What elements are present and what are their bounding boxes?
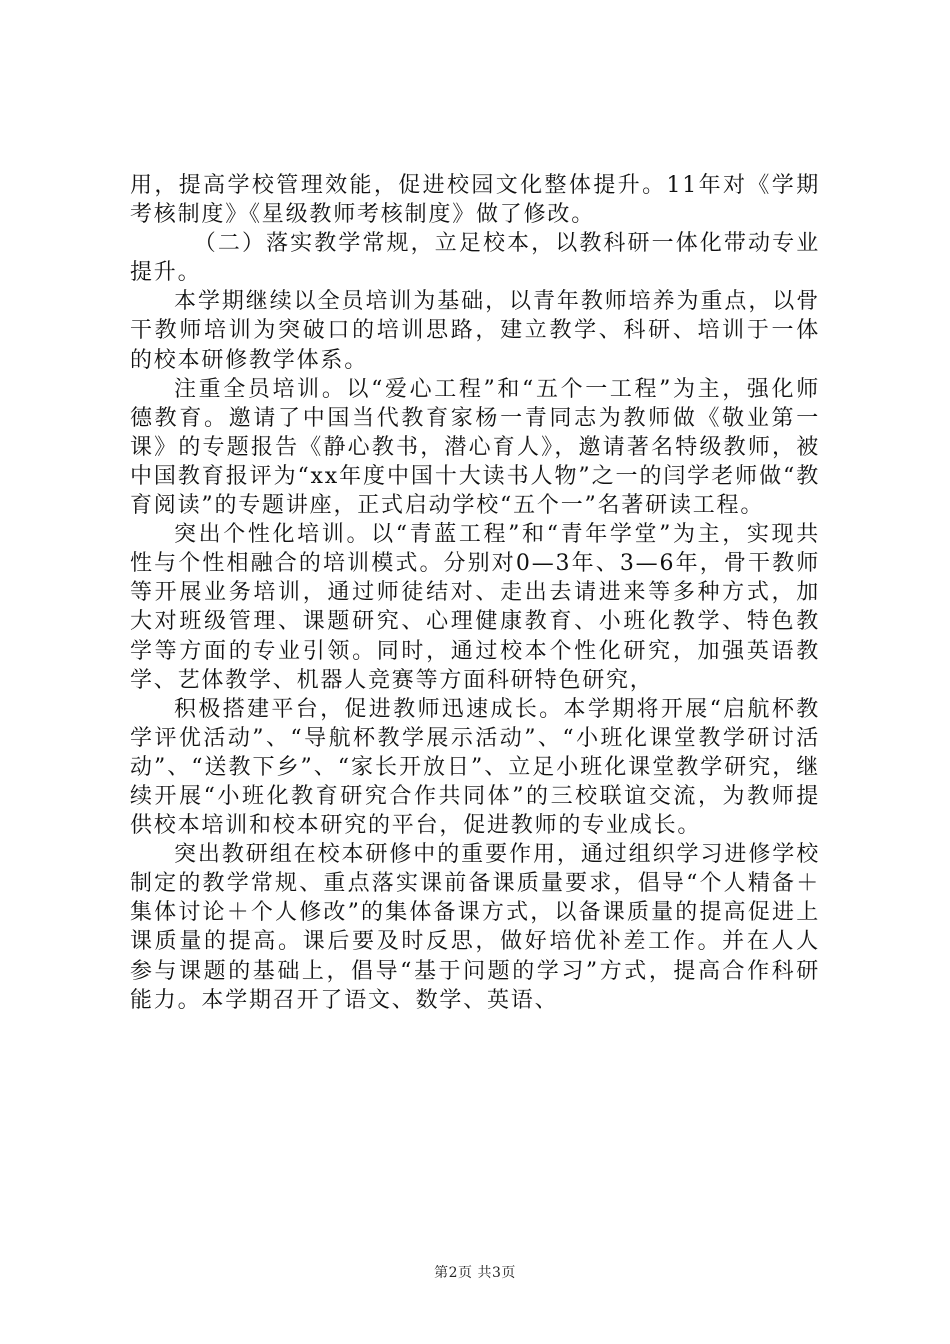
document-body bbox=[130, 171, 820, 1015]
paragraph-personalized-training: 突出个性化培训。以“青蓝工程”和“青年学堂”为主，实现共性与个性相融合的培训模式。分别对0—3年、3—6年，骨干教师等开展业务培训，通过师徒结对、走出去请进来等多种方式，加大对班级管理、课题研究、心理健康教育、小班化教学、特色教学等方面的专业引领。同时，通过校本个性化研究，加强英语教学、艺体教学、机器人竞赛等方面科研特色研究， bbox=[130, 522, 820, 693]
paragraph-training-framework: 本学期继续以全员培训为基础，以青年教师培养为重点，以骨干教师培训为突破口的培训思路，建立教学、科研、培训于一体的校本研修教学体系。 bbox=[130, 289, 820, 373]
paragraph-continuation: 用，提高学校管理效能，促进校园文化整体提升。11年对《学期考核制度》《星级教师考核制度》做了修改。 bbox=[130, 173, 820, 228]
section-heading: （二）落实教学常规，立足校本，以教科研一体化带动专业提升。 bbox=[130, 231, 820, 286]
paragraph-platform-building: 积极搭建平台，促进教师迅速成长。本学期将开展“启航杯教学评优活动”、“导航杯教学展示活动”、“小班化课堂教学研讨活动”、“送教下乡”、“家长开放日”、立足小班化课堂教学研究，继续开展“小班化教育研究合作共同体”的三校联谊交流，为教师提供校本培训和校本研究的平台，促进教师的专业成长。 bbox=[130, 696, 820, 839]
paragraph-full-staff-training: 注重全员培训。以“爱心工程”和“五个一工程”为主，强化师德教育。邀请了中国当代教育家杨一青同志为教师做《敬业第一课》的专题报告《静心教书，潜心育人》，邀请著名特级教师，被中国教育报评为“xx年度中国十大读书人物”之一的闫学老师做“教育阅读”的专题讲座，正式启动学校“五个一”名著研读工程。 bbox=[130, 376, 820, 519]
page-number-footer: 第2页 共3页 bbox=[434, 1265, 516, 1281]
paragraph-teaching-research-group: 突出教研组在校本研修中的重要作用，通过组织学习进修学校制定的教学常规、重点落实课前备课质量要求，倡导“个人精备＋集体讨论＋个人修改”的集体备课方式，以备课质量的提高促进上课质量的提高。课后要及时反思，做好培优补差工作。并在人人参与课题的基础上，倡导“基于问题的学习”方式，提高合作科研能力。本学期召开了语文、数学、英语、 bbox=[130, 842, 820, 1013]
